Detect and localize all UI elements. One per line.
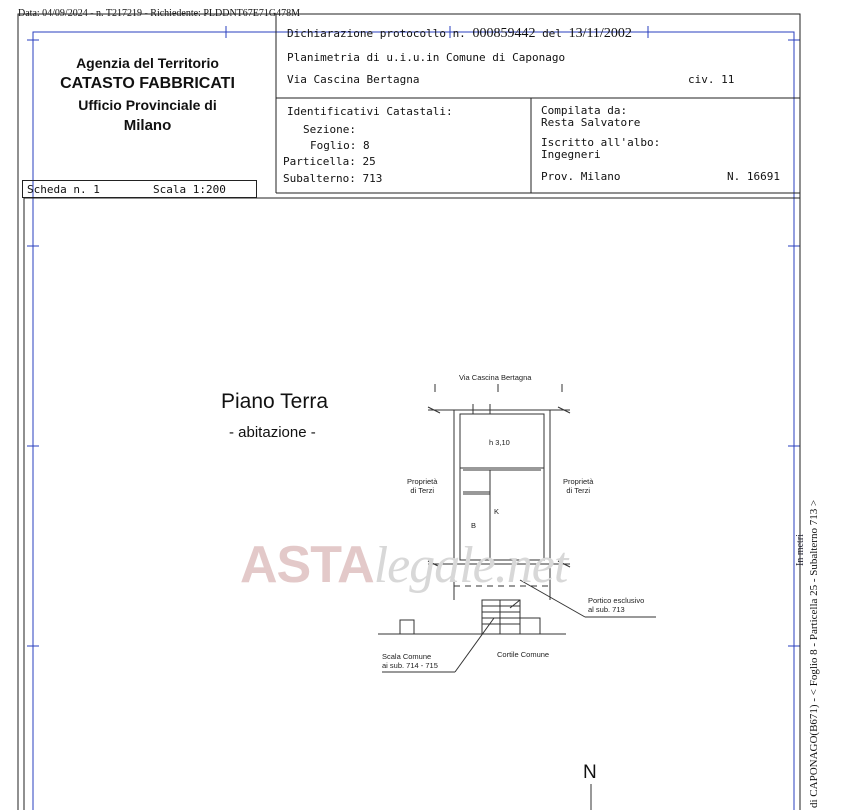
compilata-name: Resta Salvatore [541,116,641,129]
civ-label: civ. [688,73,715,86]
side-stamp-text: In metri [795,534,806,566]
iscritto-label: Iscritto all'albo: [541,136,661,149]
neighbour-right-line1: Proprietà [563,477,594,486]
protocol-label: Dichiarazione protocollo n. [287,27,466,40]
numero-albo: N. 16691 [727,170,780,183]
portico-line2: al sub. 713 [588,605,625,614]
side-reference-text: di CAPONAGO(B671) - < Foglio 8 - Particella 25 - Subalterno 713 > [808,499,820,808]
catasto-title: CATASTO FABBRICATI [60,75,235,92]
protocol-line [287,26,632,42]
foglio-field [310,139,370,152]
foglio-value: 8 [362,139,370,152]
protocol-number: 000859442 [472,26,536,41]
prov-value: Prov. Milano [541,170,621,183]
foglio-label: Foglio: [310,139,357,152]
protocol-del-label: del [542,27,562,40]
protocol-date: 13/11/2002 [568,26,632,41]
document-header-line: Data: 04/09/2024 - n. T217219 - Richiedente: PLDDNT67E71G478M [18,8,301,19]
address-civ [688,73,734,86]
particella-label: Particella: [283,155,356,168]
plan-subtitle: - abitazione - [229,424,316,441]
ufficio-city: Milano [123,117,172,134]
particella-value: 25 [362,155,376,168]
north-arrow-label: N [583,762,597,783]
sezione-label: Sezione: [303,123,356,136]
watermark-rest: legale.net [373,537,568,594]
room-height-label: h 3,10 [489,438,510,447]
scheda-label: Scheda n. 1 [27,183,100,196]
portico-line1: Portico esclusivo [588,596,645,605]
neighbour-left-line1: Proprietà [407,477,438,486]
courtyard-label: Cortile Comune [497,650,550,659]
room-k-label: K [494,507,500,516]
subalterno-value: 713 [362,172,383,185]
ufficio-label: Ufficio Provinciale di [78,97,217,113]
agency-name: Agenzia del Territorio [76,55,219,71]
albo-value: Ingegneri [541,148,601,161]
civ-number: 11 [721,73,735,86]
plan-title: Piano Terra [221,390,329,413]
stairs-label [382,652,438,670]
room-b-label: B [471,521,477,530]
watermark-brand: ASTA [240,536,374,594]
neighbour-right-label [563,477,593,495]
street-label: Via Cascina Bertagna [459,373,532,382]
watermark-logo [240,535,567,595]
particella-field [283,155,376,168]
compilata-title: Compilata da: [541,104,628,117]
identificativi-title: Identificativi Catastali: [287,105,453,118]
address-street: Via Cascina Bertagna [287,73,420,86]
subalterno-label: Subalterno: [283,172,356,185]
planimetria-line: Planimetria di u.i.u.in Comune di Caponago [287,51,566,64]
stairs-line2: ai sub. 714 - 715 [382,661,438,670]
neighbour-left-line2: di Terzi [410,486,435,495]
neighbour-left-label [407,477,437,495]
subalterno-field [283,172,382,185]
scala-label: Scala 1:200 [153,183,226,196]
stairs-line1: Scala Comune [382,652,432,661]
scheda-box [22,180,257,198]
neighbour-right-line2: di Terzi [566,486,591,495]
portico-label [588,596,644,614]
